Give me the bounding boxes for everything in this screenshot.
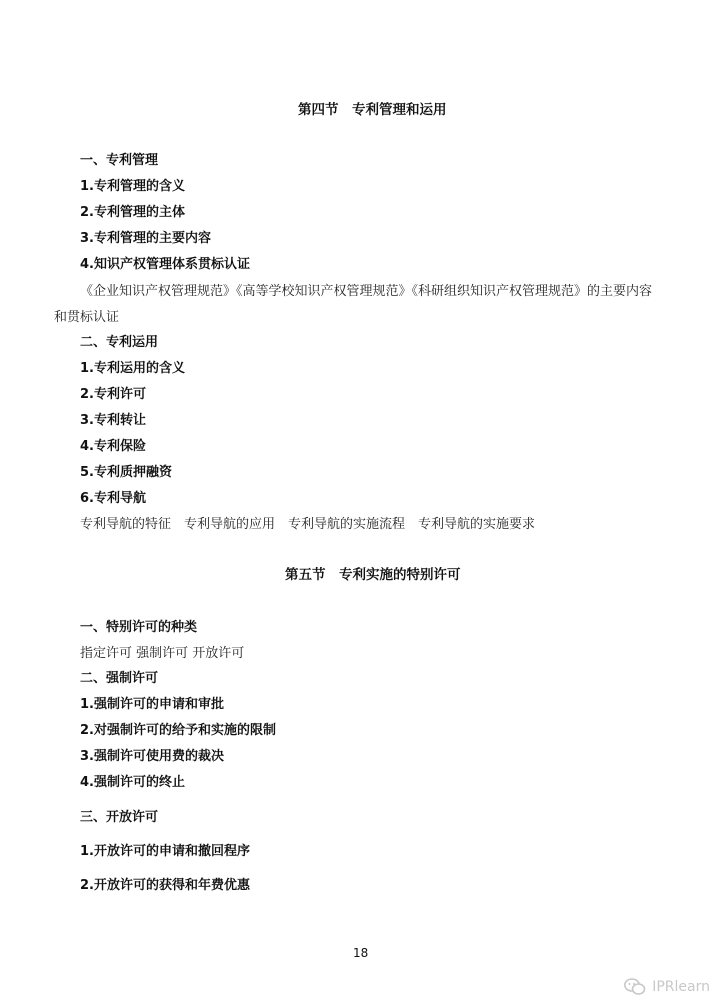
list-item: 2.对强制许可的给予和实施的限制 xyxy=(80,723,276,738)
section-5-part-2-heading: 二、强制许可 xyxy=(80,671,159,686)
wechat-icon xyxy=(624,978,646,996)
list-item: 3.专利转让 xyxy=(80,413,146,428)
list-item: 1.专利管理的含义 xyxy=(80,179,185,194)
page-number: 18 xyxy=(353,946,369,960)
section-4-title: 第四节 专利管理和运用 xyxy=(298,102,447,118)
list-item: 3.专利管理的主要内容 xyxy=(80,231,211,246)
list-item: 6.专利导航 xyxy=(80,491,146,506)
list-item: 2.专利管理的主体 xyxy=(80,205,185,220)
paragraph-line: 专利导航的特征 专利导航的应用 专利导航的实施流程 专利导航的实施要求 xyxy=(80,517,536,532)
paragraph-line: 《企业知识产权管理规范》《高等学校知识产权管理规范》《科研组织知识产权管理规范》的主要内容 xyxy=(80,284,653,299)
list-item: 1.专利运用的含义 xyxy=(80,361,185,376)
list-item: 4.专利保险 xyxy=(80,439,146,454)
list-item: 2.专利许可 xyxy=(80,387,146,402)
paragraph-line: 指定许可 强制许可 开放许可 xyxy=(80,646,245,661)
watermark xyxy=(624,978,710,996)
list-item: 5.专利质押融资 xyxy=(80,465,172,480)
list-item: 4.知识产权管理体系贯标认证 xyxy=(80,257,250,272)
list-item: 1.开放许可的申请和撤回程序 xyxy=(80,844,250,859)
list-item: 3.强制许可使用费的裁决 xyxy=(80,749,224,764)
section-5-part-3-heading: 三、开放许可 xyxy=(80,810,159,825)
section-4-part-2-heading: 二、专利运用 xyxy=(80,335,159,350)
section-4-part-1-heading: 一、专利管理 xyxy=(80,153,159,168)
section-5-title: 第五节 专利实施的特别许可 xyxy=(285,567,461,583)
list-item: 2.开放许可的获得和年费优惠 xyxy=(80,878,250,893)
list-item: 4.强制许可的终止 xyxy=(80,775,185,790)
watermark-text: IPRlearn xyxy=(652,979,710,995)
paragraph-line: 和贯标认证 xyxy=(54,310,120,325)
list-item: 1.强制许可的申请和审批 xyxy=(80,697,224,712)
section-5-part-1-heading: 一、特别许可的种类 xyxy=(80,620,198,635)
